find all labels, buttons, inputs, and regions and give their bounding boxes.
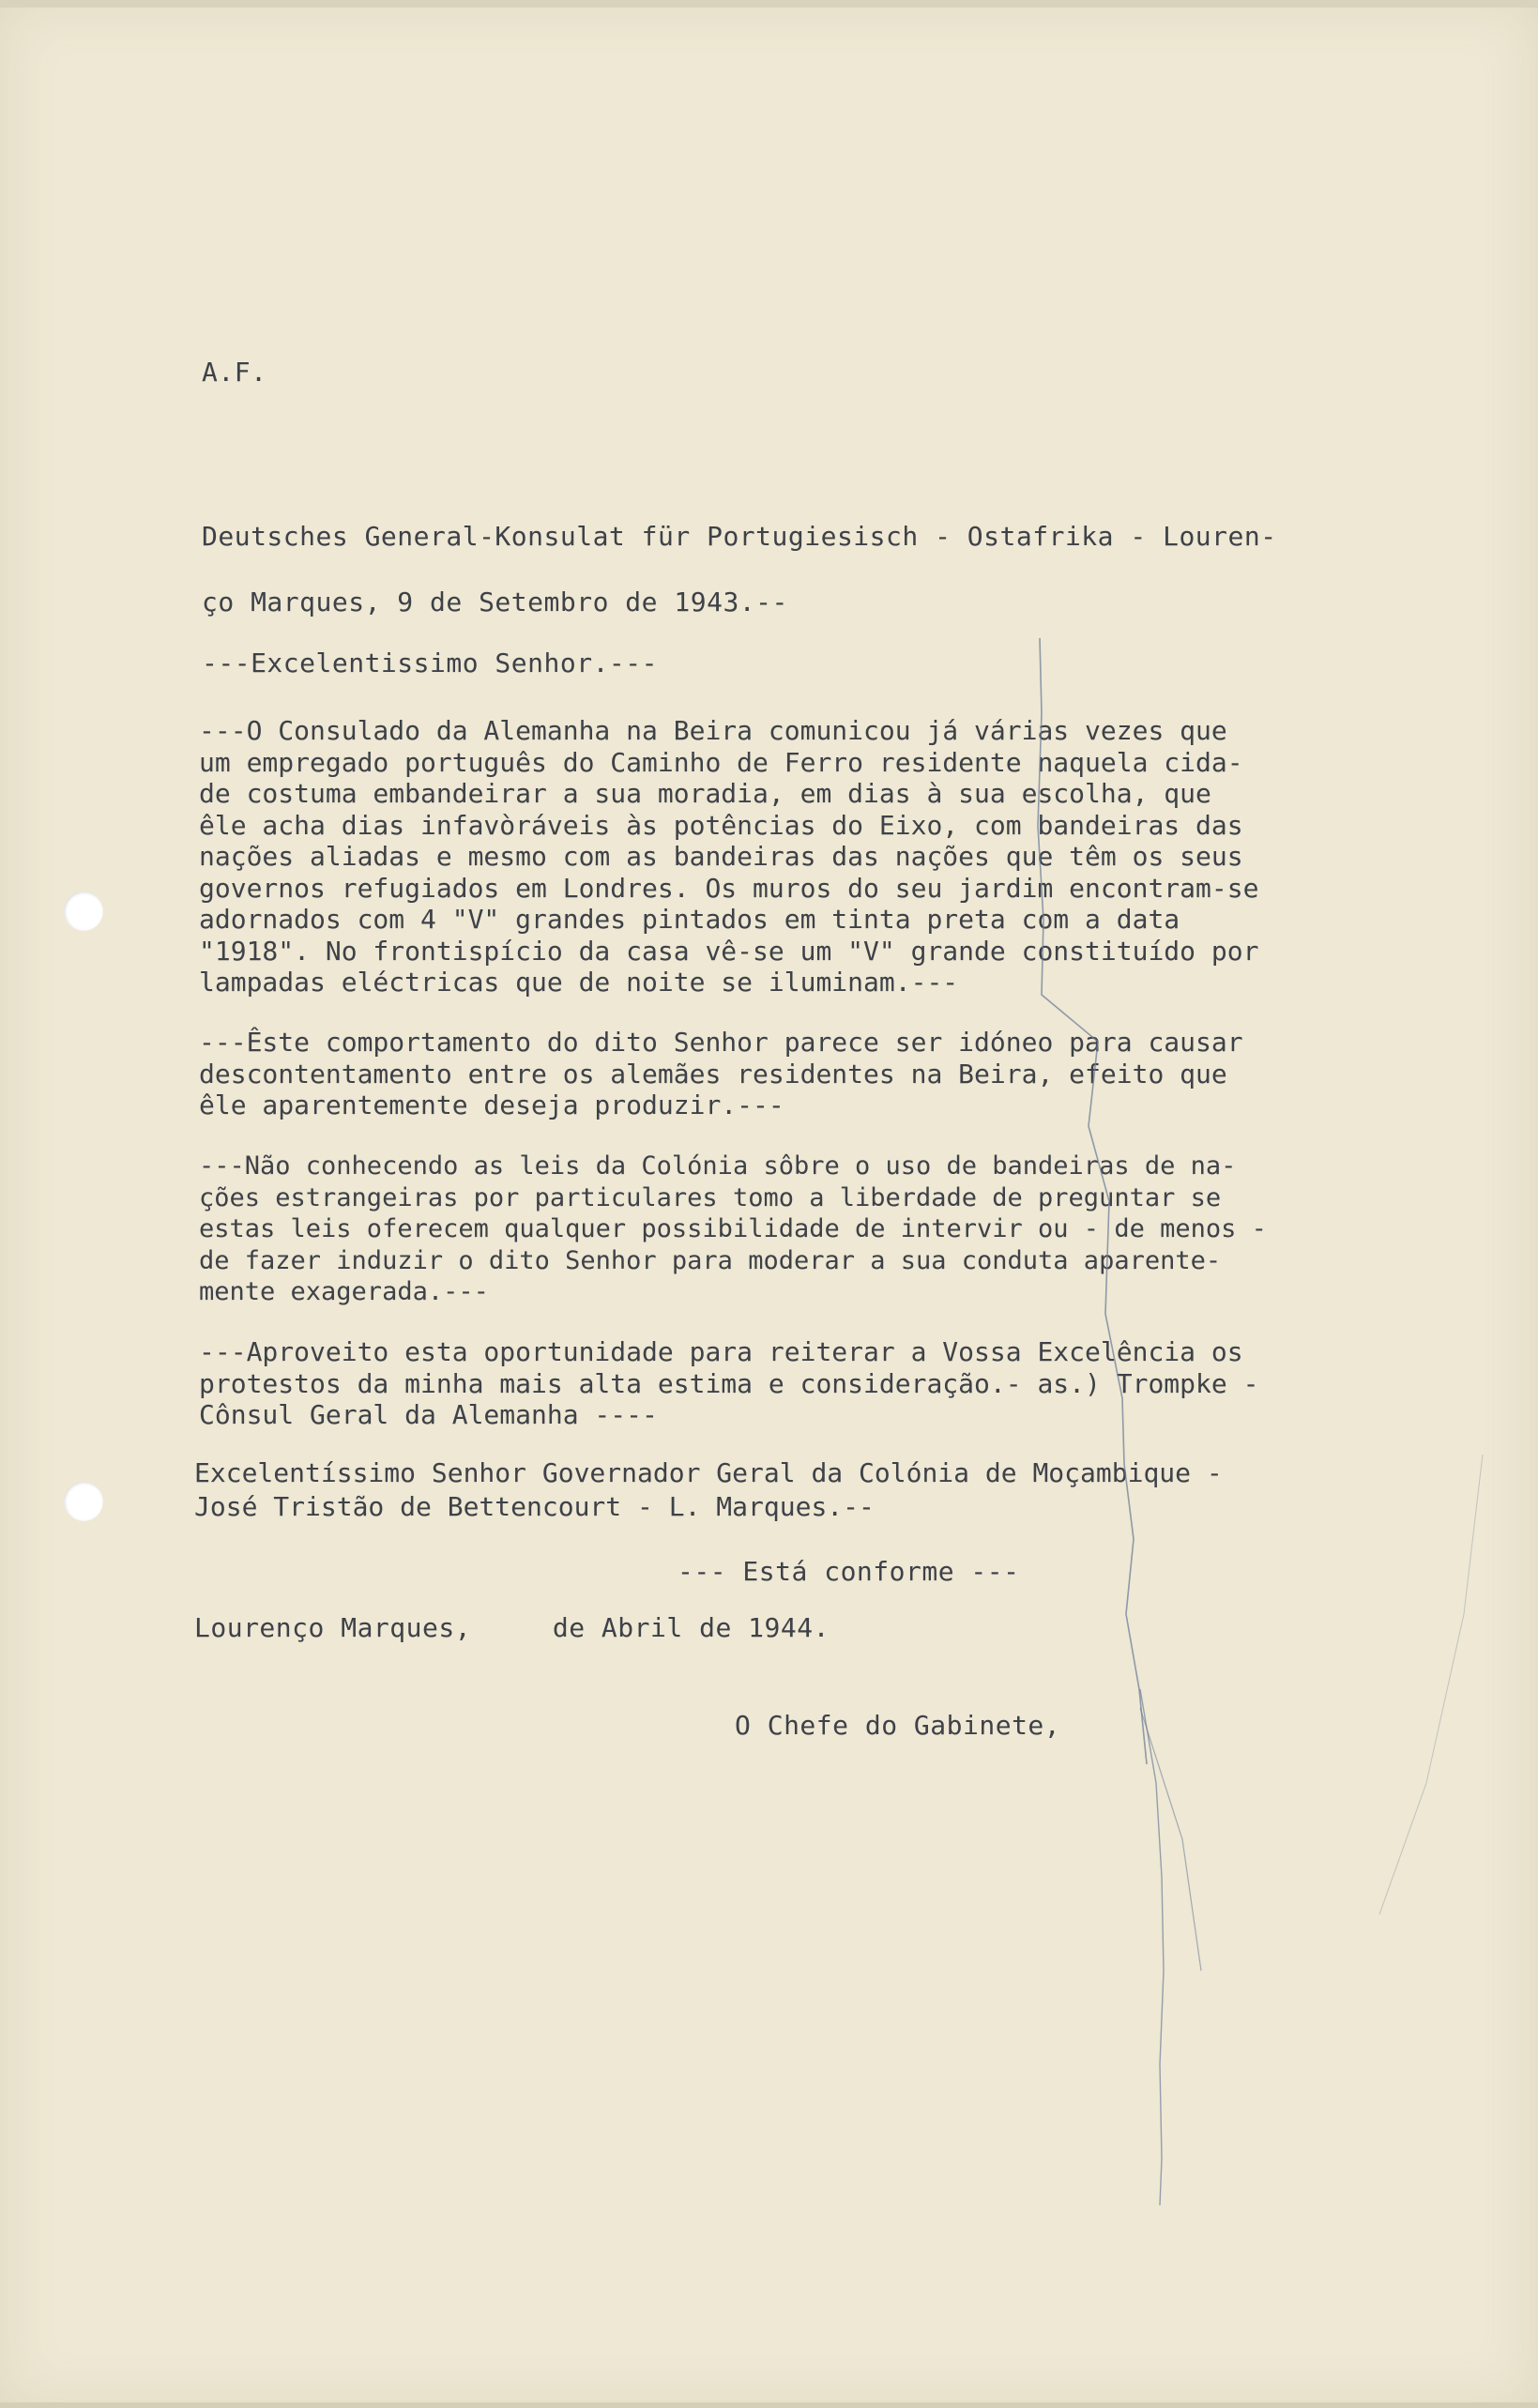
paragraph-3-line: estas leis oferecem qualquer possibilidade de intervir ou - de menos - bbox=[199, 1214, 1267, 1243]
reference-mark: A.F. bbox=[202, 357, 267, 388]
paragraph-2-line: ---Êste comportamento do dito Senhor parece ser idóneo para causar bbox=[199, 1027, 1243, 1058]
paragraph-4-line: Cônsul Geral da Alemanha ---- bbox=[199, 1399, 658, 1430]
paragraph-3-line: de fazer induzir o dito Senhor para moderar a sua conduta aparente- bbox=[199, 1245, 1222, 1275]
paragraph-1 bbox=[199, 715, 1258, 998]
paragraph-1-line: um empregado português do Caminho de Ferro residente naquela cida- bbox=[199, 746, 1243, 778]
signature-title: O Chefe do Gabinete, bbox=[735, 1710, 1061, 1741]
paragraph-3-line: ções estrangeiras por particulares tomo a liberdade de preguntar se bbox=[199, 1182, 1222, 1212]
addressee-line: Excelentíssimo Senhor Governador Geral da Colónia de Moçambique - bbox=[194, 1457, 1223, 1488]
page-top-edge bbox=[0, 0, 1538, 8]
paragraph-2 bbox=[199, 1027, 1243, 1121]
paragraph-4-line: ---Aproveito esta oportunidade para reiterar a Vossa Excelência os bbox=[199, 1336, 1243, 1367]
header-line-1: Deutsches General-Konsulat für Portugiesisch - Ostafrika - Louren- bbox=[202, 521, 1277, 552]
place-date-line: Lourenço Marques, de Abril de 1944. bbox=[194, 1612, 830, 1643]
addressee-block bbox=[194, 1456, 1223, 1524]
fold-line-right bbox=[1379, 1455, 1483, 1914]
paragraph-1-line: êle acha dias infavòráveis às potências do Eixo, com bandeiras das bbox=[199, 809, 1243, 841]
paragraph-2-line: êle aparentemente deseja produzir.--- bbox=[199, 1090, 784, 1120]
paragraph-1-line: "1918". No frontispício da casa vê-se um "V" grande constituído por bbox=[199, 935, 1259, 967]
paragraph-1-line: de costuma embandeirar a sua moradia, em dias à sua escolha, que bbox=[199, 778, 1211, 809]
addressee-line: José Tristão de Bettencourt - L. Marques.-- bbox=[194, 1491, 875, 1522]
punch-hole-top bbox=[64, 892, 103, 931]
paragraph-3-line: mente exagerada.--- bbox=[199, 1277, 489, 1306]
page-bottom-edge bbox=[0, 2402, 1538, 2408]
fold-line-lower bbox=[1140, 1689, 1164, 2205]
paragraph-3 bbox=[199, 1151, 1267, 1308]
paragraph-3-line: ---Não conhecendo as leis da Colónia sôbre o uso de bandeiras de na- bbox=[199, 1151, 1237, 1181]
paragraph-4 bbox=[199, 1336, 1258, 1431]
salutation: ---Excelentissimo Senhor.--- bbox=[202, 648, 659, 678]
paragraph-1-line: ---O Consulado da Alemanha na Beira comunicou já várias vezes que bbox=[199, 715, 1227, 746]
paragraph-1-line: adornados com 4 "V" grandes pintados em tinta preta com a data bbox=[199, 904, 1180, 935]
conforme-line: --- Está conforme --- bbox=[678, 1556, 1020, 1587]
paragraph-2-line: descontentamento entre os alemães residentes na Beira, efeito que bbox=[199, 1058, 1227, 1090]
paragraph-1-line: lampadas eléctricas que de noite se iluminam.--- bbox=[199, 967, 959, 998]
paragraph-4-line: protestos da minha mais alta estima e consideração.- as.) Trompke - bbox=[199, 1367, 1259, 1399]
paragraph-1-line: governos refugiados em Londres. Os muros do seu jardim encontram-se bbox=[199, 872, 1259, 904]
fold-line-branch bbox=[1140, 1708, 1201, 1971]
header-line-2: ço Marques, 9 de Setembro de 1943.-- bbox=[202, 587, 788, 617]
paragraph-1-line: nações aliadas e mesmo com as bandeiras das nações que têm os seus bbox=[199, 841, 1243, 872]
punch-hole-bottom bbox=[64, 1482, 103, 1521]
